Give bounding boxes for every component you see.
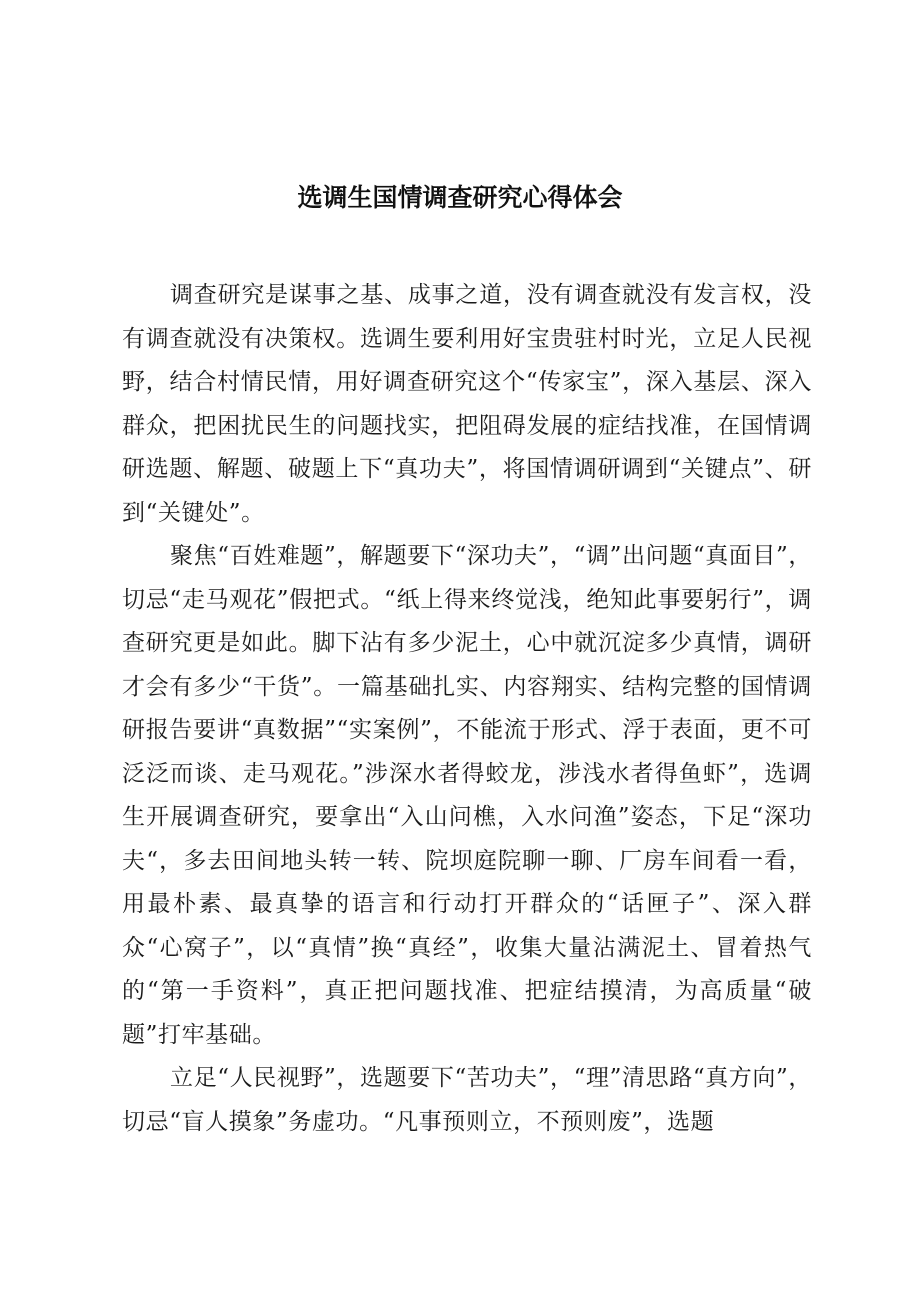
- paragraph-1: 调查研究是谋事之基、成事之道，没有调查就没有发言权，没有调查就没有决策权。选调生要利用好宝贵驻村时光，立足人民视野，结合村情民情，用好调查研究这个“传家宝”，深入基层、深入群众，把困扰民生的问题找实，把阻碍发展的症结找准，在国情调研选题、解题、破题上下“真功夫”，将国情调研调到“关键点”、研到“关键处”。: [122, 282, 812, 526]
- paragraph-3: 立足“人民视野”，选题要下“苦功夫”，“理”清思路“真方向”，切忌“盲人摸象”务虚功。“凡事预则立，不预则废”，选题: [122, 1065, 812, 1135]
- paragraph-2: 聚焦“百姓难题”，解题要下“深功夫”，“调”出问题“真面目”，切忌“走马观花”假把式。“纸上得来终觉浅，绝知此事要躬行”，调查研究更是如此。脚下沾有多少泥土，心中就沉淀多少真情，调研才会有多少“干货”。一篇基础扎实、内容翔实、结构完整的国情调研报告要讲“真数据”“实案例”，不能流于形式、浮于表面，更不可泛泛而谈、走马观花。”涉深水者得蛟龙，涉浅水者得鱼虾”，选调生开展调查研究，要拿出“入山问樵，入水问渔”姿态，下足“深功夫“，多去田间地头转一转、院坝庭院聊一聊、厂房车间看一看，用最朴素、最真挚的语言和行动打开群众的“话匣子”、深入群众“心窝子”，以“真情”换“真经”，收集大量沾满泥土、冒着热气的“第一手资料”，真正把问题找准、把症结摸清，为高质量“破题”打牢基础。: [122, 543, 812, 1048]
- document-body: [122, 274, 812, 1144]
- document-title: 选调生国情调查研究心得体会: [297, 183, 623, 212]
